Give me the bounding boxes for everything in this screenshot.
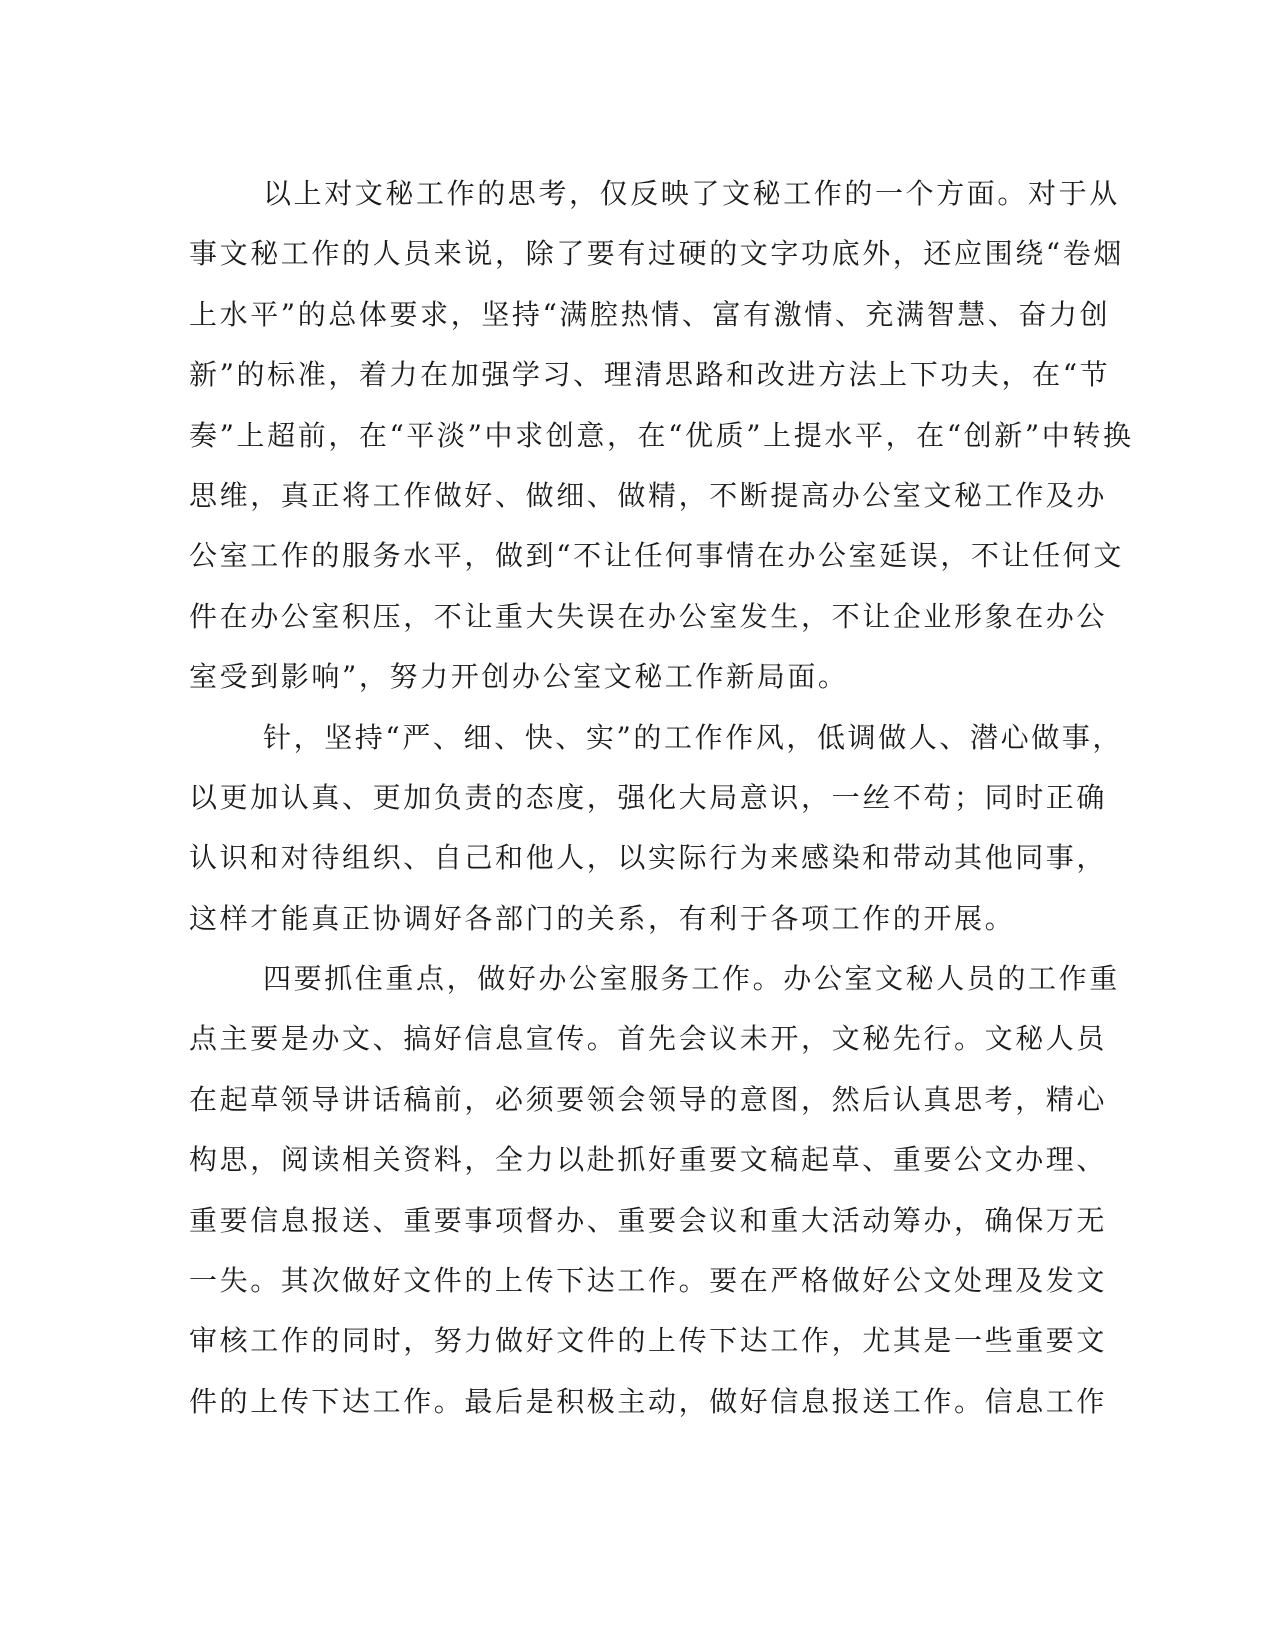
text-line: 新”的标准，着力在加强学习、理清思路和改进方法上下功夫，在“节 — [189, 358, 1111, 392]
text-line: 构思，阅读相关资料，全力以赴抓好重要文稿起草、重要公文办理、 — [189, 1143, 1108, 1177]
text-line: 这样才能真正协调好各部门的关系，有利于各项工作的开展。 — [189, 901, 1016, 935]
text-line: 室受到影响”，努力开创办公室文秘工作新局面。 — [189, 660, 849, 694]
text-line: 事文秘工作的人员来说，除了要有过硬的文字功底外，还应围绕“卷烟 — [189, 237, 1124, 271]
text-line: 重要信息报送、重要事项督办、重要会议和重大活动筹办，确保万无 — [189, 1203, 1108, 1237]
text-line: 在起草领导讲话稿前，必须要领会领导的意图，然后认真思考，精心 — [189, 1082, 1108, 1116]
text-line: 以更加认真、更加负责的态度，强化大局意识，一丝不苟；同时正确 — [189, 780, 1108, 814]
text-line: 针，坚持“严、细、快、实”的工作作风，低调做人、潜心做事， — [263, 720, 1124, 754]
text-line: 认识和对待组织、自己和他人，以实际行为来感染和带动其他同事， — [189, 841, 1108, 875]
text-line: 一失。其次做好文件的上传下达工作。要在严格做好公文处理及发文 — [189, 1264, 1108, 1298]
text-line: 件的上传下达工作。最后是积极主动，做好信息报送工作。信息工作 — [189, 1384, 1108, 1418]
text-line: 奏”上超前，在“平淡”中求创意，在“优质”上提水平，在“创新”中转换 — [189, 418, 1134, 452]
text-line: 审核工作的同时，努力做好文件的上传下达工作，尤其是一些重要文 — [189, 1324, 1108, 1358]
text-line: 上水平”的总体要求，坚持“满腔热情、富有激情、充满智慧、奋力创 — [189, 297, 1111, 331]
document-body — [189, 164, 1134, 1432]
text-line: 公室工作的服务水平，做到“不让任何事情在办公室延误，不让任何文 — [189, 539, 1124, 573]
text-line: 以上对文秘工作的思考，仅反映了文秘工作的一个方面。对于从 — [263, 177, 1120, 210]
text-line: 四要抓住重点，做好办公室服务工作。办公室文秘人员的工作重 — [263, 962, 1120, 996]
text-line: 思维，真正将工作做好、做细、做精，不断提高办公室文秘工作及办 — [189, 478, 1108, 512]
text-line: 点主要是办文、搞好信息宣传。首先会议未开，文秘先行。文秘人员 — [189, 1022, 1108, 1056]
text-line: 件在办公室积压，不让重大失误在办公室发生，不让企业形象在办公 — [189, 599, 1108, 633]
